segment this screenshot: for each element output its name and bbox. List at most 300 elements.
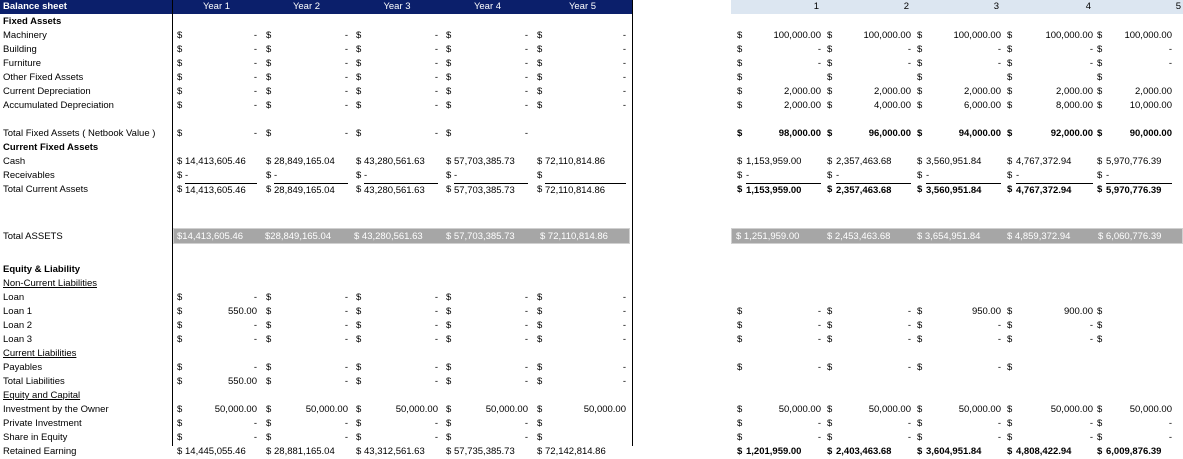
dollar-sign: $ [266, 30, 272, 41]
cell-value[interactable]: - [622, 376, 626, 387]
cell-value[interactable]: 96,000.00 [868, 128, 911, 139]
dollar-sign: $ [537, 418, 543, 429]
dollar-sign: $ [537, 320, 543, 331]
cell-value[interactable]: 50,000.00 [395, 404, 438, 415]
dollar-sign: $ [737, 170, 743, 181]
cell-value[interactable]: 3,560,951.84 [926, 183, 1001, 198]
cell-value[interactable]: - [454, 170, 458, 181]
dollar-sign: $ [266, 72, 272, 83]
cell-value[interactable]: - [253, 292, 257, 303]
row-label: Investment by the Owner [3, 404, 109, 415]
cell-value[interactable]: - [524, 44, 528, 55]
cell-value[interactable]: - [434, 72, 438, 83]
dollar-sign: $ [827, 44, 833, 55]
dollar-sign: $ [446, 446, 452, 457]
dollar-sign: $ [737, 100, 743, 111]
cell-value[interactable]: - [997, 58, 1001, 69]
row-label: Total Liabilities [3, 376, 65, 387]
year-header-right[interactable]: 5 [1093, 0, 1183, 14]
cell-value[interactable]: - [817, 362, 821, 373]
cell-value[interactable]: - [997, 362, 1001, 373]
cell-value[interactable]: 950.00 [971, 306, 1001, 317]
cell-value[interactable]: - [434, 362, 438, 373]
cell-value[interactable]: - [907, 334, 911, 345]
cell-value[interactable]: - [817, 58, 821, 69]
sheet-row [0, 183, 1183, 197]
cell-value[interactable]: - [344, 72, 348, 83]
cell-value[interactable]: - [434, 418, 438, 429]
dollar-sign: $ [177, 362, 183, 373]
cell-value[interactable]: 28,849,165.04 [274, 156, 335, 167]
cell-value[interactable]: 28,881,165.04 [274, 446, 335, 457]
dollar-sign: $ [177, 418, 183, 429]
cell-value[interactable]: 50,000.00 [958, 404, 1001, 415]
cell-value[interactable]: - [253, 432, 257, 443]
year-header-left[interactable]: Year 5 [533, 0, 632, 14]
total-assets-value[interactable]: $ 2,453,463.68 [827, 231, 891, 242]
cell-value[interactable]: - [907, 320, 911, 331]
cell-value[interactable]: 43,312,561.63 [364, 446, 425, 457]
cell-value[interactable]: - [907, 418, 911, 429]
cell-value[interactable]: 2,357,463.68 [836, 156, 892, 167]
dollar-sign: $ [446, 58, 452, 69]
cell-value[interactable]: - [997, 334, 1001, 345]
cell-value[interactable]: 2,000.00 [784, 100, 821, 111]
dollar-sign: $ [1097, 170, 1103, 181]
sheet-row [0, 127, 1183, 141]
cell-value[interactable]: - [1089, 320, 1093, 331]
cell-value[interactable]: - [997, 418, 1001, 429]
cell-value[interactable]: 94,000.00 [958, 128, 1001, 139]
cell-value[interactable]: 90,000.00 [1129, 128, 1172, 139]
cell-value[interactable]: - [344, 418, 348, 429]
total-assets-value[interactable]: $ 72,110,814.86 [540, 231, 608, 242]
cell-value[interactable]: 4,767,372.94 [1016, 156, 1072, 167]
cell-value[interactable]: - [434, 334, 438, 345]
row-label: Share in Equity [3, 432, 68, 443]
sheet-row [0, 99, 1183, 113]
cell-value[interactable]: 100,000.00 [863, 30, 911, 41]
cell-value[interactable]: - [253, 334, 257, 345]
cell-value[interactable]: - [344, 320, 348, 331]
cell-value[interactable]: - [817, 306, 821, 317]
dollar-sign: $ [537, 362, 543, 373]
dollar-sign: $ [1097, 418, 1103, 429]
cell-value[interactable]: - [622, 58, 626, 69]
cell-value[interactable]: - [344, 100, 348, 111]
cell-value[interactable]: - [622, 86, 626, 97]
cell-value[interactable]: - [434, 128, 438, 139]
cell-value[interactable]: - [524, 418, 528, 429]
dollar-sign: $ [1007, 100, 1013, 111]
cell-value[interactable]: 43,280,561.63 [364, 183, 438, 198]
cell-value[interactable]: 100,000.00 [1124, 30, 1172, 41]
cell-value[interactable]: - [1089, 334, 1093, 345]
sheet-row [0, 305, 1183, 319]
dollar-sign: $ [827, 432, 833, 443]
dollar-sign: $ [446, 100, 452, 111]
dollar-sign: $ [917, 100, 923, 111]
cell-value[interactable]: - [622, 362, 626, 373]
dollar-sign: $ [917, 170, 923, 181]
cell-value[interactable]: - [907, 432, 911, 443]
year-header-right[interactable]: 4 [1001, 0, 1093, 14]
cell-value[interactable]: 2,357,463.68 [836, 183, 911, 198]
cell-value[interactable]: - [524, 30, 528, 41]
cell-value[interactable]: - [344, 30, 348, 41]
dollar-sign: $ [917, 184, 923, 195]
cell-value[interactable]: - [524, 128, 528, 139]
cell-value[interactable]: - [817, 418, 821, 429]
cell-value[interactable]: 72,110,814.86 [545, 183, 626, 198]
cell-value[interactable]: - [524, 432, 528, 443]
cell-value[interactable]: - [1016, 170, 1020, 181]
cell-value[interactable]: 4,000.00 [874, 100, 911, 111]
cell-value[interactable]: - [274, 170, 278, 181]
dollar-sign: $ [537, 184, 543, 195]
cell-value[interactable]: - [434, 44, 438, 55]
total-assets-value[interactable]: $ 43,280,561.63 [354, 231, 423, 242]
cell-value[interactable]: - [344, 362, 348, 373]
dollar-sign: $ [1007, 432, 1013, 443]
dollar-sign: $ [1007, 44, 1013, 55]
year-header-right[interactable]: 1 [731, 0, 821, 14]
cell-value[interactable]: - [1168, 58, 1172, 69]
cell-value[interactable]: 2,000.00 [874, 86, 911, 97]
cell-value[interactable]: 5,970,776.39 [1106, 156, 1162, 167]
sheet-row [0, 169, 1183, 183]
dollar-sign: $ [917, 44, 923, 55]
dollar-sign: $ [266, 306, 272, 317]
cell-value[interactable]: - [253, 86, 257, 97]
cell-value[interactable]: - [622, 292, 626, 303]
cell-value[interactable]: 98,000.00 [778, 128, 821, 139]
cell-value[interactable]: 100,000.00 [1045, 30, 1093, 41]
header-row [0, 0, 1183, 14]
cell-value[interactable]: 100,000.00 [773, 30, 821, 41]
cell-value[interactable]: - [524, 362, 528, 373]
cell-value[interactable]: 50,000.00 [868, 404, 911, 415]
cell-value[interactable]: - [344, 58, 348, 69]
cell-value[interactable]: - [434, 432, 438, 443]
dollar-sign: $ [1097, 306, 1103, 317]
year-header-left[interactable]: Year 3 [352, 0, 442, 14]
cell-value[interactable]: 50,000.00 [1129, 404, 1172, 415]
dollar-sign: $ [356, 362, 362, 373]
total-assets-value[interactable]: $ 3,654,951.84 [917, 231, 981, 242]
row-label: Other Fixed Assets [3, 72, 84, 83]
dollar-sign: $ [446, 30, 452, 41]
cell-value[interactable]: - [997, 320, 1001, 331]
cell-value[interactable]: - [344, 44, 348, 55]
dollar-sign: $ [356, 156, 362, 167]
dollar-sign: $ [537, 156, 543, 167]
cell-value[interactable]: - [1089, 432, 1093, 443]
dollar-sign: $ [827, 362, 833, 373]
sheet-row [0, 15, 1183, 29]
cell-value[interactable]: - [434, 320, 438, 331]
cell-value[interactable]: 14,413,605.46 [185, 156, 246, 167]
cell-value[interactable]: - [434, 30, 438, 41]
dollar-sign: $ [446, 362, 452, 373]
dollar-sign: $ [1097, 58, 1103, 69]
dollar-sign: $ [446, 320, 452, 331]
total-assets-right-bar [731, 228, 1183, 244]
cell-value[interactable]: 8,000.00 [1056, 100, 1093, 111]
cell-value[interactable]: 900.00 [1063, 306, 1093, 317]
dollar-sign: $ [537, 72, 543, 83]
cell-value[interactable]: - [185, 170, 189, 181]
cell-value[interactable]: - [622, 72, 626, 83]
cell-value[interactable]: - [1106, 170, 1110, 181]
cell-value[interactable]: 28,849,165.04 [274, 183, 348, 198]
cell-value[interactable]: 1,201,959.00 [746, 446, 802, 457]
cell-value[interactable]: - [622, 30, 626, 41]
cell-value[interactable]: 14,445,055.46 [185, 446, 246, 457]
cell-value[interactable]: 50,000.00 [305, 404, 348, 415]
dollar-sign: $ [266, 170, 272, 181]
cell-value[interactable]: - [344, 306, 348, 317]
dollar-sign: $ [446, 292, 452, 303]
cell-value[interactable]: 3,560,951.84 [926, 156, 982, 167]
cell-value[interactable]: - [253, 72, 257, 83]
cell-value[interactable]: - [997, 432, 1001, 443]
dollar-sign: $ [1097, 44, 1103, 55]
cell-value[interactable]: - [1168, 432, 1172, 443]
dollar-sign: $ [266, 432, 272, 443]
total-assets-value[interactable]: $ 57,703,385.73 [446, 231, 515, 242]
cell-value[interactable]: 50,000.00 [1050, 404, 1093, 415]
cell-value[interactable]: 57,735,385.73 [454, 446, 515, 457]
dollar-sign: $ [1007, 58, 1013, 69]
cell-value[interactable]: - [907, 44, 911, 55]
dollar-sign: $ [1097, 184, 1103, 195]
total-assets-value[interactable]: $ 6,060,776.39 [1098, 231, 1162, 242]
dollar-sign: $ [737, 86, 743, 97]
dollar-sign: $ [537, 30, 543, 41]
cell-value[interactable]: 1,153,959.00 [746, 156, 802, 167]
cell-value[interactable]: - [622, 320, 626, 331]
dollar-sign: $ [737, 128, 743, 139]
cell-value[interactable]: - [1089, 44, 1093, 55]
cell-value[interactable]: - [817, 320, 821, 331]
cell-value[interactable]: 6,000.00 [964, 100, 1001, 111]
dollar-sign: $ [446, 72, 452, 83]
cell-value[interactable]: - [253, 128, 257, 139]
cell-value[interactable]: - [1168, 418, 1172, 429]
cell-value[interactable]: - [344, 128, 348, 139]
dollar-sign: $ [917, 446, 923, 457]
cell-value[interactable]: - [817, 44, 821, 55]
sheet-row [0, 29, 1183, 43]
cell-value[interactable]: 50,000.00 [214, 404, 257, 415]
total-assets-value[interactable]: $28,849,165.04 [265, 231, 332, 242]
dollar-sign: $ [177, 432, 183, 443]
cell-value[interactable]: - [253, 362, 257, 373]
dollar-sign: $ [917, 30, 923, 41]
cell-value[interactable]: - [524, 100, 528, 111]
cell-value[interactable]: 3,604,951.84 [926, 446, 982, 457]
cell-value[interactable]: - [344, 86, 348, 97]
cell-value[interactable]: 6,009,876.39 [1106, 446, 1162, 457]
dollar-sign: $ [827, 128, 833, 139]
cell-value[interactable]: - [1089, 418, 1093, 429]
dollar-sign: $ [446, 86, 452, 97]
dollar-sign: $ [266, 100, 272, 111]
dollar-sign: $ [1007, 362, 1013, 373]
year-header-left[interactable]: Year 4 [442, 0, 533, 14]
cell-value[interactable]: 92,000.00 [1050, 128, 1093, 139]
cell-value[interactable]: - [253, 44, 257, 55]
cell-value[interactable]: 72,110,814.86 [545, 156, 606, 167]
cell-value[interactable]: - [907, 306, 911, 317]
dollar-sign: $ [266, 418, 272, 429]
cell-value[interactable]: 2,000.00 [1056, 86, 1093, 97]
row-label: Payables [3, 362, 43, 373]
total-assets-left-bar [173, 228, 630, 244]
cell-value[interactable]: 100,000.00 [953, 30, 1001, 41]
cell-value[interactable]: - [434, 100, 438, 111]
cell-value[interactable]: - [524, 292, 528, 303]
dollar-sign: $ [917, 306, 923, 317]
cell-value[interactable]: - [344, 432, 348, 443]
cell-value[interactable]: - [907, 58, 911, 69]
dollar-sign: $ [446, 44, 452, 55]
dollar-sign: $ [1097, 320, 1103, 331]
cell-value[interactable]: - [253, 320, 257, 331]
cell-value[interactable]: - [434, 376, 438, 387]
cell-value[interactable]: 4,808,422.94 [1016, 446, 1072, 457]
dollar-sign: $ [1097, 128, 1103, 139]
cell-value[interactable]: - [926, 170, 930, 181]
cell-value[interactable]: - [524, 72, 528, 83]
cell-value[interactable]: - [344, 376, 348, 387]
dollar-sign: $ [266, 334, 272, 345]
dollar-sign: $ [356, 446, 362, 457]
cell-value[interactable]: - [622, 100, 626, 111]
dollar-sign: $ [737, 432, 743, 443]
cell-value[interactable]: 50,000.00 [485, 404, 528, 415]
cell-value[interactable]: - [524, 320, 528, 331]
total-assets-value[interactable]: $ 1,251,959.00 [736, 231, 800, 242]
cell-value[interactable]: 43,280,561.63 [364, 156, 425, 167]
total-assets-value[interactable]: $ 4,859,372.94 [1007, 231, 1071, 242]
cell-value[interactable]: 57,703,385.73 [454, 183, 528, 198]
row-label: Total Current Assets [3, 184, 89, 195]
dollar-sign: $ [1007, 334, 1013, 345]
sheet-row [0, 141, 1183, 155]
cell-value[interactable]: 1,153,959.00 [746, 183, 821, 198]
cell-value[interactable]: - [253, 30, 257, 41]
dollar-sign: $ [177, 376, 183, 387]
dollar-sign: $ [266, 292, 272, 303]
dollar-sign: $ [266, 58, 272, 69]
cell-value[interactable]: - [524, 334, 528, 345]
year-header-left[interactable]: Year 2 [261, 0, 352, 14]
cell-value[interactable]: - [746, 170, 750, 181]
cell-value[interactable]: 4,767,372.94 [1016, 183, 1093, 198]
cell-value[interactable]: - [253, 58, 257, 69]
cell-value[interactable]: - [836, 170, 840, 181]
year-header-right[interactable]: 3 [911, 0, 1001, 14]
dollar-sign: $ [827, 418, 833, 429]
dollar-sign: $ [1007, 72, 1013, 83]
cell-value[interactable]: - [253, 100, 257, 111]
cell-value[interactable]: 2,000.00 [784, 86, 821, 97]
cell-value[interactable]: - [817, 334, 821, 345]
dollar-sign: $ [356, 128, 362, 139]
cell-value[interactable]: 550.00 [227, 376, 257, 387]
dollar-sign: $ [917, 362, 923, 373]
cell-value[interactable]: - [524, 86, 528, 97]
dollar-sign: $ [446, 334, 452, 345]
cell-value[interactable]: - [622, 306, 626, 317]
cell-value[interactable]: - [434, 86, 438, 97]
cell-value[interactable]: - [434, 306, 438, 317]
cell-value[interactable]: - [344, 292, 348, 303]
dollar-sign: $ [356, 72, 362, 83]
cell-value[interactable]: 50,000.00 [583, 404, 626, 415]
cell-value[interactable]: - [1089, 58, 1093, 69]
sheet-row [0, 389, 1183, 403]
year-header-right[interactable]: 2 [821, 0, 911, 14]
total-assets-value[interactable]: $14,413,605.46 [177, 231, 244, 242]
cell-value[interactable]: - [344, 334, 348, 345]
cell-value[interactable]: 2,000.00 [964, 86, 1001, 97]
cell-value[interactable]: - [907, 362, 911, 373]
dollar-sign: $ [1097, 30, 1103, 41]
cell-value[interactable]: - [997, 44, 1001, 55]
cell-value[interactable]: - [364, 170, 368, 181]
cell-value[interactable]: 2,403,463.68 [836, 446, 892, 457]
dollar-sign: $ [537, 86, 543, 97]
cell-value[interactable]: 2,000.00 [1135, 86, 1172, 97]
cell-value[interactable]: - [622, 44, 626, 55]
cell-value[interactable]: 550.00 [227, 306, 257, 317]
dollar-sign: $ [827, 156, 833, 167]
dollar-sign: $ [177, 170, 183, 181]
year-header-left[interactable]: Year 1 [172, 0, 261, 14]
dollar-sign: $ [737, 446, 743, 457]
cell-value[interactable]: - [253, 418, 257, 429]
cell-value[interactable]: - [524, 376, 528, 387]
dollar-sign: $ [356, 292, 362, 303]
cell-value[interactable]: 57,703,385.73 [454, 156, 515, 167]
dollar-sign: $ [266, 128, 272, 139]
cell-value[interactable]: 5,970,776.39 [1106, 183, 1172, 198]
dollar-sign: $ [446, 418, 452, 429]
cell-value[interactable]: - [817, 432, 821, 443]
row-label: Total Fixed Assets ( Netbook Value ) [3, 128, 156, 139]
cell-value[interactable]: 10,000.00 [1129, 100, 1172, 111]
dollar-sign: $ [177, 72, 183, 83]
dollar-sign: $ [1097, 72, 1103, 83]
cell-value[interactable]: - [434, 58, 438, 69]
cell-value[interactable]: - [524, 306, 528, 317]
dollar-sign: $ [737, 58, 743, 69]
cell-value[interactable]: 50,000.00 [778, 404, 821, 415]
dollar-sign: $ [266, 184, 272, 195]
cell-value[interactable]: - [1168, 44, 1172, 55]
cell-value[interactable]: 72,142,814.86 [545, 446, 606, 457]
cell-value[interactable]: 14,413,605.46 [185, 183, 257, 198]
row-label: Building [3, 44, 37, 55]
dollar-sign: $ [177, 306, 183, 317]
cell-value[interactable]: - [524, 58, 528, 69]
cell-value[interactable]: - [434, 292, 438, 303]
row-label: Furniture [3, 58, 42, 69]
cell-value[interactable]: - [622, 334, 626, 345]
